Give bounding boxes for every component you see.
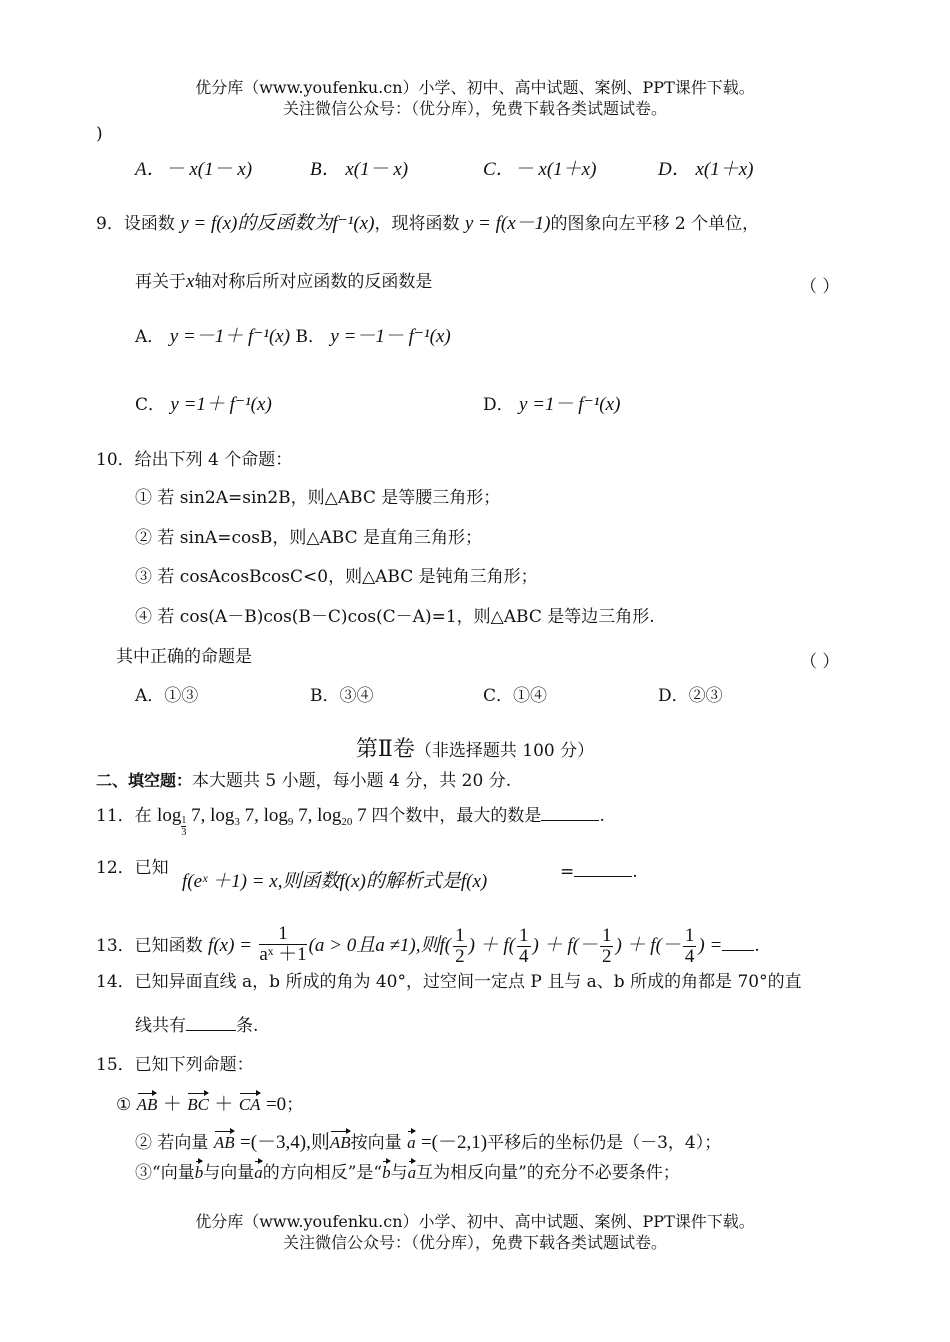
q11-end: . bbox=[599, 806, 605, 826]
section2-desc: 本大题共 5 小题，每小题 4 分，共 20 分. bbox=[192, 771, 512, 791]
vector-a: a bbox=[407, 1133, 416, 1152]
q15-item3-e: 互为相反向量”的充分不必要条件； bbox=[416, 1163, 680, 1183]
q14-number: 14． bbox=[96, 972, 135, 992]
q13-f3-num: 1 bbox=[601, 925, 612, 946]
vector-a-2: a bbox=[254, 1163, 263, 1182]
q13-frac-num: 1 bbox=[259, 924, 306, 945]
q9-option-b-label: B． bbox=[295, 327, 325, 347]
q11-base-3: 9 bbox=[287, 816, 294, 828]
q9-number: 9． bbox=[96, 214, 124, 234]
q9-options-ab bbox=[135, 327, 451, 347]
q9-option-a-label: A． bbox=[135, 327, 165, 347]
q13 bbox=[96, 923, 760, 970]
q15-item1-label: ① bbox=[116, 1095, 132, 1115]
q9-stem-a: 设函数 bbox=[123, 214, 175, 234]
q11-seq-4: 7 bbox=[357, 805, 367, 826]
vector-b-2: b bbox=[382, 1163, 391, 1182]
q13-f4-den: 4 bbox=[684, 946, 695, 967]
vector-b: b bbox=[194, 1163, 204, 1182]
q15-stem bbox=[96, 1055, 254, 1075]
vector-ab-2: AB bbox=[213, 1133, 235, 1152]
q15-item2-e: 平移后的坐标仍是（－3，4）； bbox=[487, 1133, 722, 1153]
q10-stem-text: 给出下列 4 个命题： bbox=[134, 450, 293, 470]
q11-log-list bbox=[157, 805, 371, 838]
q15-item-3 bbox=[135, 1163, 680, 1183]
q13-f1-den: 2 bbox=[455, 946, 465, 967]
q13-frac-4 bbox=[683, 926, 697, 967]
q15-item3-b: 与向量 bbox=[203, 1163, 255, 1183]
q14-answer-blank[interactable] bbox=[186, 1028, 236, 1031]
q13-answer-blank[interactable] bbox=[722, 948, 754, 951]
q11-seq-1: 7, log bbox=[191, 805, 235, 826]
q11-base-4: 20 bbox=[341, 816, 353, 828]
q13-pre: 已知函数 bbox=[134, 936, 203, 956]
header-line-2: 关注微信公众号：（优分库），免费下载各类试题试卷。 bbox=[282, 99, 667, 118]
q14-text-1: 已知异面直线 a，b 所成的角为 40°，过空间一定点 P 且与 a、b 所成的角都是 70°的直 bbox=[134, 972, 802, 992]
vector-ab-3: AB bbox=[329, 1133, 351, 1152]
q10-number: 10． bbox=[96, 450, 135, 470]
q11-base-2: 3 bbox=[234, 816, 240, 828]
q13-f3-den: 2 bbox=[601, 946, 612, 967]
q15-item2-a: ② 若向量 bbox=[135, 1133, 209, 1153]
section2-heading bbox=[96, 771, 511, 791]
q13-f1-num: 1 bbox=[455, 925, 465, 946]
q12-answer-blank[interactable] bbox=[574, 874, 632, 877]
q11-seq-2: 7, log bbox=[244, 805, 288, 826]
q11-seq-3: 7, log bbox=[298, 805, 342, 826]
q15-item-1 bbox=[116, 1095, 303, 1115]
q9-stem2-b: 轴对称后所对应函数的反函数是 bbox=[194, 272, 433, 292]
q10-answer-paren: （ ） bbox=[800, 652, 840, 672]
q14-line-2 bbox=[135, 1016, 258, 1036]
vector-a-3: a bbox=[407, 1163, 417, 1182]
q12-label bbox=[96, 858, 169, 878]
q15-item3-d: 与 bbox=[390, 1163, 408, 1183]
q13-end: . bbox=[754, 936, 760, 956]
q13-mid-2: ) ＋ f(－ bbox=[532, 935, 598, 956]
q11-base-1-den: 3 bbox=[181, 827, 187, 838]
q13-mid-3: ) ＋ f(－ bbox=[615, 935, 681, 956]
q14-text-2a: 线共有 bbox=[135, 1016, 186, 1036]
q15-item1-plus-2: ＋ bbox=[214, 1094, 234, 1115]
q11-log-1: log bbox=[157, 805, 182, 826]
q9-stem-c: ，现将函数 bbox=[374, 214, 460, 234]
q13-main-fraction bbox=[259, 924, 306, 965]
q11-base-1 bbox=[181, 815, 186, 838]
q9-stem2-a: 再关于 bbox=[135, 272, 186, 292]
q11-pre: 在 bbox=[134, 806, 152, 826]
q10-item-4: ④ 若 cos(A－B)cos(B－C)cos(C－A)=1，则△ABC 是等边三角形. bbox=[135, 607, 655, 627]
q13-frac-1 bbox=[453, 926, 467, 967]
q9-stem bbox=[96, 214, 759, 234]
q13-number: 13． bbox=[96, 936, 135, 956]
q9-formula-1: y = f(x)的反函数为f⁻¹(x) bbox=[180, 213, 375, 234]
q13-cond: (a > 0且a ≠1),则f( bbox=[308, 935, 452, 956]
q12-eq: = bbox=[560, 862, 575, 882]
q12-expression: f(eˣ ＋1) = x,则函数f(x)的解析式是f(x) bbox=[182, 871, 488, 892]
footer-line-2: 关注微信公众号：（优分库），免费下载各类试题试卷。 bbox=[282, 1233, 667, 1252]
q13-f2-num: 1 bbox=[519, 925, 529, 946]
q15-number: 15． bbox=[96, 1055, 135, 1075]
q8-option-d: D． x(1＋x) bbox=[658, 159, 754, 180]
q10-item-2: ② 若 sinA=cosB，则△ABC 是直角三角形； bbox=[135, 528, 482, 548]
q15-item2-c: 按向量 bbox=[350, 1133, 402, 1153]
q9-option-d: y =1－ f⁻¹(x) bbox=[519, 394, 621, 415]
q10-option-d: D．②③ bbox=[658, 686, 723, 706]
q12-number: 12． bbox=[96, 858, 135, 878]
q9-option-c-wrap bbox=[135, 395, 272, 415]
q10-item-1: ① 若 sin2A=sin2B，则△ABC 是等腰三角形； bbox=[135, 488, 501, 508]
q9-option-d-wrap bbox=[483, 395, 620, 415]
q13-f2-den: 4 bbox=[519, 946, 529, 967]
q14-line-1 bbox=[96, 972, 802, 992]
q15-item3-c: 的方向相反”是“ bbox=[262, 1163, 383, 1183]
q11-answer-blank[interactable] bbox=[541, 818, 599, 821]
q12-pre: 已知 bbox=[134, 858, 169, 878]
q9-stem2-x: x bbox=[186, 271, 195, 292]
q9-answer-paren: （ ） bbox=[800, 277, 840, 297]
q9-option-a: y =－1＋ f⁻¹(x) bbox=[169, 326, 291, 347]
header-line-1: 优分库（www.youfenku.cn）小学、初中、高中试题、案例、PPT课件下载。 bbox=[195, 78, 755, 97]
q14-text-2b: 条. bbox=[236, 1016, 259, 1036]
q8-continuation: ) bbox=[96, 124, 103, 144]
q15-item2-d: =(－2,1) bbox=[420, 1132, 488, 1153]
q10-item-3: ③ 若 cosAcosBcosC<0，则△ABC 是钝角三角形； bbox=[135, 567, 538, 587]
q13-f4-num: 1 bbox=[684, 925, 695, 946]
q9-option-c: y =1＋ f⁻¹(x) bbox=[170, 394, 272, 415]
q9-stem-line2 bbox=[135, 272, 432, 292]
q9-formula-2: y = f(x－1) bbox=[464, 213, 551, 234]
q11 bbox=[96, 806, 605, 838]
q15-item1-eq: =0 bbox=[265, 1094, 287, 1115]
q13-frac-2 bbox=[517, 926, 531, 967]
q15-item1-plus-1: ＋ bbox=[162, 1094, 182, 1115]
q8-option-b: B． x(1－ x) bbox=[310, 159, 409, 180]
q9-option-d-label: D． bbox=[483, 395, 514, 415]
q13-frac-3 bbox=[600, 926, 614, 967]
q15-item3-a: ③“向量 bbox=[135, 1163, 195, 1183]
q11-number: 11． bbox=[96, 806, 135, 826]
part2-subtitle: （非选择题共 100 分） bbox=[414, 741, 595, 761]
part2-heading bbox=[0, 737, 950, 762]
q10-option-c: C．①④ bbox=[483, 686, 548, 706]
q13-mid-1: ) ＋ f( bbox=[468, 935, 516, 956]
section2-label: 二、填空题： bbox=[96, 771, 193, 790]
footer-line-1: 优分库（www.youfenku.cn）小学、初中、高中试题、案例、PPT课件下载。 bbox=[195, 1212, 755, 1231]
q11-base-1-num: 1 bbox=[181, 815, 187, 826]
part2-title: 第Ⅱ卷 bbox=[355, 737, 415, 762]
q15-item-2 bbox=[135, 1133, 721, 1153]
q13-tail: ) = bbox=[698, 935, 723, 956]
q12-end: . bbox=[632, 862, 638, 882]
q15-item1-end: ； bbox=[286, 1095, 304, 1115]
q9-option-c-label: C． bbox=[135, 395, 166, 415]
q15-stem-text: 已知下列命题： bbox=[134, 1055, 254, 1075]
q9-option-b: y =－1－ f⁻¹(x) bbox=[330, 326, 451, 347]
vector-ab: AB bbox=[136, 1095, 158, 1114]
q12-answer bbox=[560, 862, 638, 882]
q10-option-a: A．①③ bbox=[135, 686, 199, 706]
q11-post: 四个数中，最大的数是 bbox=[371, 806, 542, 826]
q10-stem bbox=[96, 450, 292, 470]
q15-item2-b: =(－3,4),则 bbox=[240, 1132, 330, 1153]
q8-option-c: C．－ x(1＋x) bbox=[483, 159, 597, 180]
vector-ca: CA bbox=[238, 1095, 261, 1114]
q9-stem-e: 的图象向左平移 2 个单位， bbox=[550, 214, 760, 234]
q10-ask: 其中正确的命题是 bbox=[116, 647, 252, 667]
q12-body bbox=[182, 872, 487, 892]
q13-frac-den: aˣ ＋1 bbox=[259, 944, 307, 965]
vector-bc: BC bbox=[187, 1095, 209, 1114]
q13-fx: f(x) = bbox=[208, 935, 252, 956]
q8-option-a: A．－ x(1－ x) bbox=[135, 159, 253, 180]
q10-option-b: B．③④ bbox=[310, 686, 374, 706]
